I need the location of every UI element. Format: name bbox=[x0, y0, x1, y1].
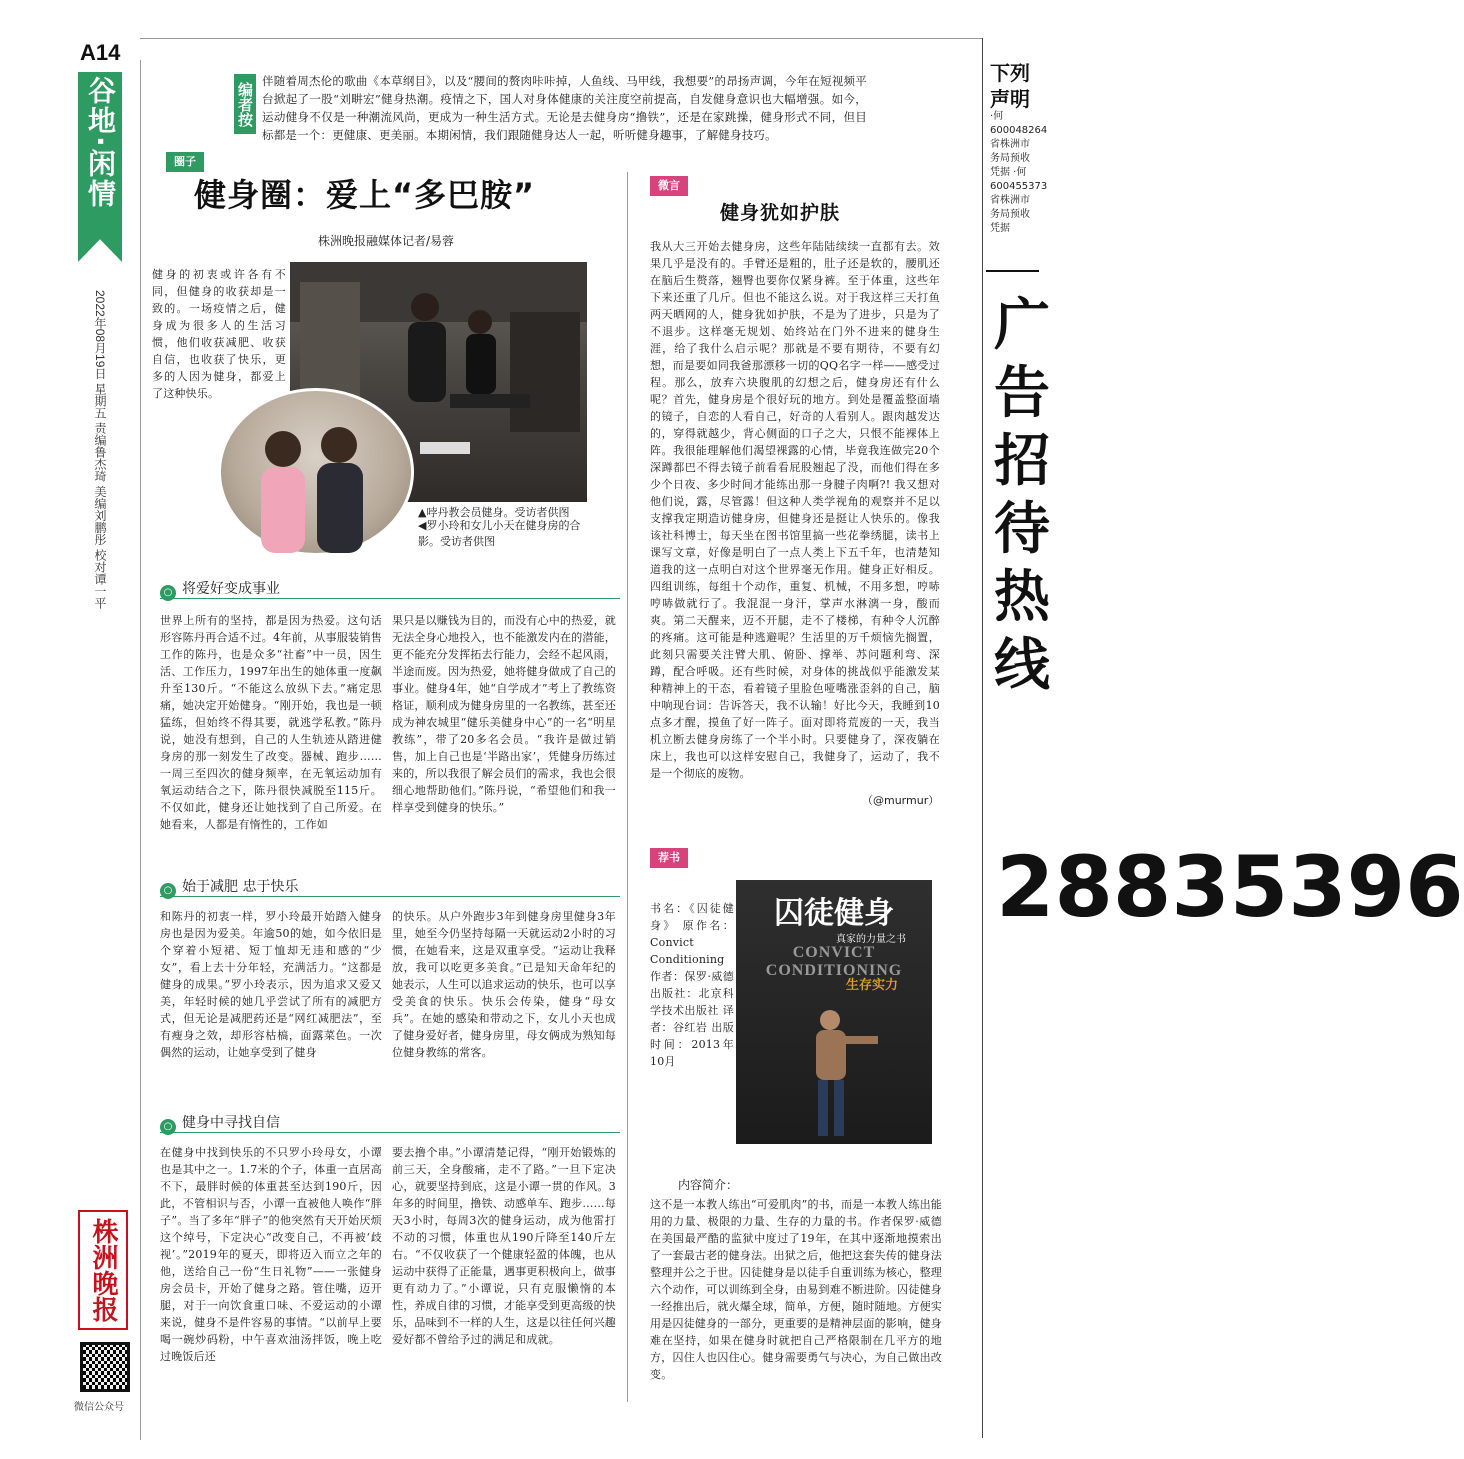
section-2-rule bbox=[160, 896, 620, 897]
section-1-rule bbox=[160, 598, 620, 599]
section-3-col-2: 要去撸个串。”小谭清楚记得，“刚开始锻炼的前三天，全身酸痛，走不了路。”一旦下定决心，就要坚持到底，这是小谭一贯的作风。3年多的时间里，撸铁、动感单车、跑步……每天3小时，每周3次的健身运动，成为他雷打不动的习惯，体重也从190斤降至140斤左右。“不仅收获了一个健康轻盈的体魄，也从运动中获得了正能量，遇事更积极向上，做事更有动力了。”小谭说，只有克服懒惰的本性，养成自律的习惯，才能享受到更高级的快乐，品味到不一样的人生，这是以往任何兴趣爱好都不曾给予过的满足和成就。 bbox=[392, 1146, 616, 1346]
feature-tag: 圈子 bbox=[166, 152, 204, 172]
newspaper-logo: 株洲晚报 bbox=[78, 1210, 128, 1330]
photo-caption-main: ▲哱丹教会员健身。受访者供图 bbox=[418, 506, 570, 519]
mother-daughter-photo bbox=[218, 388, 414, 556]
ad-statement-text: ·何600048264省株洲市务局预收凭据 ·何600455373省株洲市务局预收凭据 bbox=[990, 111, 1048, 234]
editor-note-badge: 编者按 bbox=[234, 74, 256, 134]
essay-title: 健身犹如护肤 bbox=[720, 202, 841, 224]
ad-rule bbox=[986, 270, 1039, 272]
essay-tag: 微言 bbox=[650, 176, 688, 196]
center-divider bbox=[627, 172, 628, 1402]
left-divider bbox=[140, 60, 141, 1440]
ad-divider bbox=[982, 38, 983, 1438]
book-info: 书名：《囚徒健身》 原作名：Convict Conditioning 作者：保罗·威德 出版社：北京科学技术出版社 译者：谷红岩 出版时间：2013年10月 bbox=[650, 902, 734, 1068]
section-bullet-icon: ○ bbox=[160, 1119, 176, 1135]
section-2-col-1: 和陈丹的初衷一样，罗小玲最开始踏入健身房也是因为爱美。年逾50的她，如今依旧是个穿着小短裙、短丁恤却无违和感的“少女”，看上去十分年轻，充满活力。“这都是健身的成果。”罗小玲表示，因为追求又爱又美，年轻时候的她几乎尝试了所有的减肥方式，但无论是减肥药还是“网红减肥法”，至有瘦身之效，却形容枯槁，面露菜色。一次偶然的运动，让她享受到了健身 bbox=[160, 910, 382, 1059]
feature-headline: 健身圈：爱上“多巴胺” bbox=[194, 176, 536, 214]
feature-intro: 健身的初衷或许各有不同，但健身的收获却是一致的。一场疫情之后，健身成为很多人的生活习惯，他们收获减肥、收获自信，也收获了快乐，更多的人因为健身，都爱上了这种快乐。 bbox=[152, 268, 286, 400]
section-1-heading: ○ 将爱好变成事业 bbox=[160, 578, 280, 601]
book-tag: 荐书 bbox=[650, 848, 688, 868]
ad-hotline-number: 28835396 bbox=[996, 838, 1464, 936]
ad-hotline-label: 广告招待热线 bbox=[994, 293, 1050, 698]
book-cover-subtitle: 真家的力量之书 bbox=[836, 934, 906, 945]
essay-signature: （@murmur） bbox=[862, 794, 940, 807]
book-cover-title: 囚徒健身 bbox=[774, 896, 894, 931]
dateline: 2022年08月19日 星期五 责编鲁杰琦 美编刘鹏彤 校对谭一平 bbox=[93, 290, 107, 609]
section-1-col-2: 果只是以赚钱为目的，而没有心中的热爱，就无法全身心地投入，也不能激发内在的潜能，更不能充分发挥拓去行能力，会经不起风雨，半途而废。因为热爱，她将健身做成了自己的事业。健身4年，她“自学成才”考上了教练资格证，顺利成为健身房里的一名教练，甚至还成为神农城里“健乐美健身中心”的一名“明星教练”，带了20多名会员。“我许是做过销售，加上自己也是‘半路出家’，凭健身历练过来的，所以我很了解会员们的需求，我也会很细心地帮助他们。”陈丹说，“希望他们和我一样享受到健身的快乐。” bbox=[392, 614, 616, 814]
book-intro: 这不是一本教人练出“可爱肌肉”的书，而是一本教人练出能用的力量、极限的力量、生存的力量的书。作者保罗·威德在美国最严酷的监狱中度过了19年，在其中逐渐地摸索出了一套最古老的健身法。出狱之后，他把这套失传的健身法整理并公之于世。囚徒健身是以徒手自重训练为核心，整理六个动作，可以训练到全身，由易到难不断进阶。囚徒健身一经推出后，就火爆全球，简单，方便，随时随地。方便实用是囚徒健身的一部分，更重要的是精神层面的影响，健身难在坚持，如果在健身时就把自己严格限制在几平方的地方，囚住人也囚住心。健身需要勇气与决心，为自己做出改变。 bbox=[650, 1198, 942, 1381]
top-rule bbox=[140, 38, 982, 39]
page-number: A14 bbox=[80, 40, 121, 65]
book-cover-latin: CONVICT CONDITIONING bbox=[765, 944, 903, 979]
photo-caption-inset: ◀罗小玲和女儿小天在健身房的合影。受访者供图 bbox=[418, 519, 581, 548]
section-2-col-2: 的快乐。从户外跑步3年到健身房里健身3年里，她至今仍坚持每隔一天就运动2小时的习惯，在她看来，这是双重享受。“运动让我释放，我可以吃更多美食。”已是知天命年纪的她表示，人生可以追求运动的快乐，也可以享受美食的快乐。快乐会传染，健身“母女兵”。在她的感染和带动之下，女儿小天也成了健身爱好者，健身房里，母女俩成为熟知每位健身教练的常客。 bbox=[392, 910, 616, 1059]
ad-statement-heading: 下列声明 bbox=[990, 61, 1030, 111]
editor-note-text: 伴随着周杰伦的歌曲《本草纲目》，以及“腰间的赘肉咔咔掉，人鱼线、马甲线，我想要”的昂扬声调，今年在短视频平台掀起了一股“刘畊宏”健身热潮。疫情之下，国人对身体健康的关注度空前提高，自发健身意识也大幅增强。如今，运动健身不仅是一种潮流风尚，更成为一种生活方式。无论是去健身房“撸铁”，还是在家跳操，健身形式不同，但目标都是一个：更健康、更美丽。本期闲情，我们跟随健身达人一起，听听健身趣事，了解健身技巧。 bbox=[262, 74, 867, 142]
section-3-rule bbox=[160, 1132, 620, 1133]
book-intro-label: 内容简介： bbox=[678, 1178, 739, 1192]
book-cover bbox=[736, 880, 932, 1144]
section-3-heading: ○ 健身中寻找自信 bbox=[160, 1112, 280, 1135]
mother-daughter-illustration bbox=[221, 391, 411, 553]
qr-label: 微信公众号 bbox=[74, 1402, 124, 1413]
section-title: 谷地·闲情 bbox=[84, 76, 117, 209]
book-cover-figure bbox=[776, 1000, 896, 1140]
section-2-heading: ○ 始于减肥 忠于快乐 bbox=[160, 876, 298, 899]
section-bullet-icon: ○ bbox=[160, 585, 176, 601]
feature-byline: 株洲晚报融媒体记者/易蓉 bbox=[318, 234, 455, 248]
qr-code-icon bbox=[80, 1342, 130, 1392]
section-bullet-icon: ○ bbox=[160, 883, 176, 899]
book-cover-tag: 生存实力 bbox=[846, 978, 899, 993]
section-1-col-1: 世界上所有的坚持，都是因为热爱。这句话形容陈丹再合适不过。4年前，从事服装销售工作的陈丹，也是众多“社畜”中一员，因生活、工作压力，1997年出生的她体重一度飙升至130斤。“不能这么放纵下去。”痛定思痛，她决定开始健身。“刚开始，我也是一顿猛练，但始终不得其要，就逃学私教。”陈丹说，她没有想到，自己的人生轨迹从踏进健身房的那一刻发生了改变。器械、跑步……一周三至四次的健身频率，在无氧运动加有氧运动结合之下，陈丹很快减脱至115斤。不仅如此，健身还让她找到了自己所爱。在她看来，人都是有惰性的，工作如 bbox=[160, 614, 382, 831]
essay-body: 我从大三开始去健身房，这些年陆陆续续一直都有去。效果几乎是没有的。手臂还是粗的，肚子还是软的，腰肌还在脑后生赘落，翘臀也要你仅紧身裤。至于体重，这些年下来还重了几斤。但也不能这么说。对于我这样三天打鱼两天晒网的人，健身犹如护肤，不是为了进步，只是为了不退步。这样毫无规划、始终站在门外不进来的健身生涯，给了我什么启示呢？那就是不要有期待，不要有幻想，而是要如同我爸那漂移一切的QQ名字一样——感受过程。那么，放弃六块腹肌的幻想之后，健身房还有什么呢？首先，健身房是个很好玩的地方。到处是覆盖整面墙的镜子，自恋的人看自己，好奇的人看别人。跟肉越发达的，穿得就越少，背心侧面的口子之大，只恨不能裸体上阵。我很能理解他们渴望裸露的心情，毕竟我连做完20个深蹲都巴不得去镜子前看看屁股翘起了没，而他们得在多少个日夜、多少时间才能练出那一身腱子肉啊?! 我又想对他们说，露，尽管露！但这种人类学视角的观察并不足以支撑我定期造访健身房，但健身还是挺让人快乐的。像我该社科博士，每天坐在图书馆里搞一些花拳绣腿，读书上课写文章，好像是明白了一点人类上下五千年，也清楚知道我的这一点明白对这个世界毫无作用。健身正好相反。四组训练，每组十个动作，重复、机械，不用多想，哼哧哼哧做就行了。我混混一身汗，掌声水淋漓一身，酸而爽。第二天醒来，迈不开腿，走不了楼梯，有种令人沉醉的疼痛。这可能是种逃避呢？生活里的万千烦恼先搁置，此刻只需要关注臂大肌、俯卧、撑举、苏问题利弯、深蹲，配合呼吸。还有些时候，对身体的挑战似乎能激发某种精神上的干态，看着镜子里脸色哑嘴涨歪斜的自己，脑中响现台词：告诉答天，我不认输！好比今天，我睡到10点多才醒，摸鱼了好一阵子。面对即将荒废的一天，我当机立断去健身房练了一个半小时。只要健身了，深夜躺在床上，我也可以这样安慰自己，我健身了，运动了，我不是一个彻底的废物。 bbox=[650, 240, 940, 780]
section-3-col-1: 在健身中找到快乐的不只罗小玲母女，小谭也是其中之一。1.7米的个子，体重一直居高不下，最胖时候的体重甚至达到190斤，因此，不管相识与否，小谭一直被他人唤作“胖子”。当了多年“胖子”的他突然有天开始厌烦这个绰号，下定决心“改变自己，不再被‘歧视’。”2019年的夏天，即将迈入而立之年的他，送给自己一份“生日礼物”——一张健身房会员卡，开始了健身之路。管住嘴，迈开腿，对于一向饮食重口味、不爱运动的小谭来说，健身不是件容易的事情。“以前早上要喝一碗炒码粉，中午喜欢油汤拌饭，晚上吃过晚饭后还 bbox=[160, 1146, 382, 1363]
